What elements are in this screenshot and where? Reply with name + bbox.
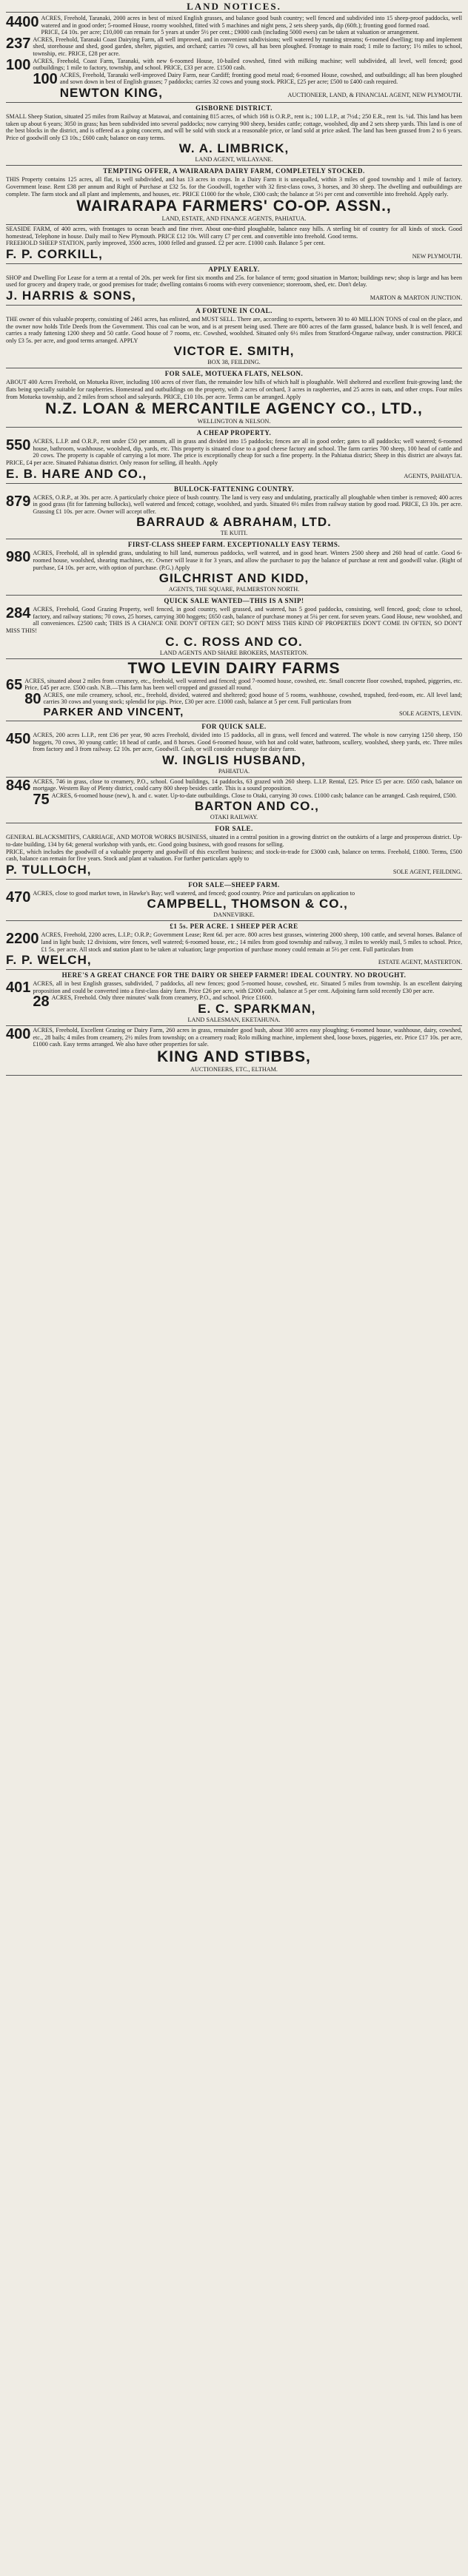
acreage-number: 2200 [6,931,39,948]
ad-paragraph [6,274,462,289]
agent-name: WAIRARAPA FARMERS' CO-OP. ASSN., [76,198,392,215]
ad-title: FIRST-CLASS SHEEP FARM. EXCEPTIONALLY EASY TERMS. [127,541,341,549]
ad-title: FOR SALE, MOTUEKA FLATS, NELSON. [164,370,304,378]
agent-address: LAND AGENT, WILLAYANE. [195,156,273,163]
ad-paragraph [6,176,462,198]
agent-address: AGENTS, PAHIATUA. [404,472,462,479]
ad-text: ACRES, Freehold, all in splendid grass, undulating to hill land, numerous paddocks, well watered, and in good heart. Winters 2500 sheep and 260 head of cattle. Good 6-roomed house, woolshed, shearing machines, etc. Owner will lease it for 3 years, and allow the purchaser to pay the balance of purchase at rent and goodwill value. (Right of purchase, £4 10s. per acre, with option of purchase. (P.G.) Apply [33,550,462,571]
advertisement [6,778,462,824]
acreage-number: 550 [6,437,31,454]
agent-name: E. C. SPARKMAN, [198,1002,316,1016]
acreage-number: 879 [6,493,31,510]
advertisement [6,428,462,483]
advertisement [6,880,462,922]
advertisement [6,368,462,428]
ad-text: PRICE, £4 10s. per acre; £10,000 can remain for 5 years at under 5½ per cent.; £9000 cash (including 5000 ewes) can be taken at valuation or arrangement. [41,29,419,36]
agent-address: LAND SALESMAN, EKETAHUNA. [187,1016,281,1023]
ad-paragraph [6,226,462,240]
advertisement [6,14,462,103]
ad-text: ACRES, Freehold, Coast Farm, Taranaki, with new 6-roomed House, 10-bailed cowshed, fitted with milking machine; well subdivided, all level, well fenced; good outbuildings; 1 mile to factory, township, and school. PRICE, £33 per acre. £1500 cash. [33,57,462,72]
acreage-number: 401 [6,980,31,997]
ad-paragraph [6,732,462,753]
agent-block [6,863,462,877]
agent-block [6,247,462,262]
agent-name: F. P. WELCH, [6,953,92,968]
ad-text: ACRES, one mile creamery, school, etc., freehold, divided, watered and sheltered; good house of 5 rooms, washhouse, cowshed, trapshed, feed-room, etc. All level land; carries 30 cows and young stock; splendid for pigs. Price, £30 per acre. £1000 cash, balance at 5 per cent. Full particulars from [43,691,462,706]
ad-text: PRICE, which includes the goodwill of a valuable property and goodwill of this excellent business; and stock-in-trade for £3000 cash, balance on terms. Freehold, £1800. Terms, £500 cash, balance can remain for five years. Stock and plant at valuation. For further particulars apply to [6,848,462,863]
acreage-number: 237 [6,35,31,52]
ad-text: SHOP and Dwelling For Lease for a term at a rental of 20s. per week for first six months and 25s. for balance of term; good situation in Marton; buildings new; shop is large and has been used for grocery and drapery trade, or good premises for trade; dwelling contains 6 rooms with every convenience; storeroom, shed, etc. Don't delay. [6,274,462,289]
agent-address: LAND, ESTATE, AND FINANCE AGENTS, PAHIATUA. [161,215,307,223]
ad-text: ACRES, Freehold, Taranaki well-improved Dairy Farm, near Cardiff; fronting good metal road; 6-roomed House, cowshed, and outbuildings; all has been ploughed and sown down in best of English grasses; 7 paddocks; carries 32 cows and young stock. PRICE, £25 per acre; £500 to £400 cash required. [59,71,462,86]
acreage-number: 28 [33,994,50,1011]
agent-name: NEWTON KING, [59,85,163,100]
ad-text: THE owner of this valuable property, consisting of 2461 acres, has enlisted, and MUST SELL. There are, according to experts, between 30 to 40 MILLION TONS of coal on the place, and the owner now holds Title Deeds from the Government. This coal can be won, and is at present being used. There are 800 acres of the farm grassed, balance bush. It is well fenced, and carries a ready fattening 1200 sheep and 50 cattle. Good house of 7 rooms, etc. Cowshed, woolshed. Situated only 6½ miles from Stratford-Ongarue railway, under construction. PRICE only £3 5s. per acre, and good terms arranged. APPLY [6,316,462,344]
ad-paragraph [6,113,462,141]
agent-block [6,467,462,482]
ad-text: ACRES, Freehold, Taranaki Coast Dairying Farm, all well improved, and in convenient subdivisions; well watered by running streams; 6-roomed dwelling; trap and implement shed, storehouse and shed, good garden, shelter, pigsties, and orchard; carries 70 cows, all has been ploughed. Frontage to main road; 1 mile to factory; 1½ miles to school, township, etc. PRICE, £28 per acre. [33,36,462,57]
advertisement [6,596,462,658]
advertisement [6,659,462,721]
ad-paragraph [6,834,462,848]
acreage-number: 65 [6,676,23,693]
ad-text: ACRES, Freehold. Only three minutes' walk from creamery, P.O., and school. Price £1600. [51,994,273,1002]
agent-address: DANNEVIRKE. [213,911,255,919]
ad-text: ACRES, Freehold, Good Grazing Property, well fenced, in good country, well grassed, and watered, has 5 good paddocks, consisting, well fenced, good; close to school, factory, and railway stations; 70 cows, 25 horses, carrying 300 hoggets; £650 cash, balance of purchase money at 5¼ per cent. for seven years. Good House, new woolshed, and all conveniences. £2500 cash; THIS IS A CHANCE ONE DON'T OFTEN GET; SO DON'T MISS THIS KIND OF PROPERTIES DON'T COME IN OFTEN, SO DON'T MISS THIS! [6,606,462,634]
ad-paragraph [6,72,462,86]
ad-text: ACRES, close to good market town, in Hawke's Bay; well watered, and fenced; good country. Price and particulars on application to [33,889,355,897]
acreage-number: 400 [6,1026,31,1042]
agent-name: BARTON AND CO., [194,799,319,814]
agent-block [6,953,462,968]
ad-paragraph [6,438,462,466]
ad-paragraph [6,36,462,58]
agent-address: SOLE AGENTS, LEVIN. [398,709,462,717]
ad-title: FOR SALE. [215,825,253,833]
agent-name: VICTOR E. SMITH, [173,344,295,359]
acreage-number: 284 [6,605,31,622]
agent-address: MARTON & MARTON JUNCTION. [370,294,462,302]
ad-title: TEMPTING OFFER, A WAIRARAPA DAIRY FARM, COMPLETELY STOCKED. [103,167,365,175]
ad-paragraph [6,849,462,863]
ad-title: TWO LEVIN DAIRY FARMS [127,659,341,677]
ad-paragraph [6,379,462,400]
agent-address: BOX 38, FEILDING. [207,359,261,366]
ad-title: HERE'S A GREAT CHANCE FOR THE DAIRY OR SHEEP FARMER! IDEAL COUNTRY. NO DROUGHT. [61,971,407,980]
agent-address: AGENTS, THE SQUARE, PALMERSTON NORTH. [168,586,300,593]
agent-address: TE KUITI. [220,530,248,537]
agent-address: LAND AGENTS AND SHARE BROKERS, MASTERTON. [159,649,309,656]
agent-block [6,289,462,303]
ad-paragraph [6,692,462,706]
agent-name: PARKER AND VINCENT, [43,705,184,718]
agent-name: W. A. LIMBRICK, [178,141,290,156]
ad-title: A CHEAP PROPERTY. [196,429,272,437]
ad-paragraph [6,931,462,953]
acreage-number: 100 [6,56,31,73]
advertisement [6,721,462,778]
ad-title: £1 5s. PER ACRE. 1 SHEEP PER ACRE [170,923,298,931]
agent-address: AUCTIONEERS, ETC., ELTHAM. [190,1065,278,1073]
ad-text: THIS Property contains 125 acres, all flat, is well subdivided, and has 13 acres in crops. In a Dairy Farm it is unequalled, within 3 miles of good township and 1 mile of factory. Government lease. Rent £38 per annum and Right of Purchase at £32 5s. for the Goodwill, together with 32 first-class cows, 3 horses, and 30 sheep. The dwelling and outbuildings are complete. The farm stock and all plant and implements, and houses, etc. PRICE £1000 for the whole, £300 cash; the balance at 5½ per cent and convertible into freehold. Apply early. [6,176,462,198]
ad-paragraph [6,1027,462,1048]
ad-text: ACRES, L.I.P. and O.R.P., rent under £50 per annum, all in grass and divided into 15 paddocks; fences are all in good order; gates to all paddocks; well watered; 6-roomed house, bathroom, washhouse, woolshed, dip, yards, etc. This property is situated close to a good cheese factory and school. The farm carries 700 sheep, 100 head of cattle and 20 cows. The property is capable of carrying a lot more. The price is exceptionally cheap for such a fine property. In the Pahiatua district; Sheep in this district are always fat. PRICE, £4 per acre. Situated Pahiatua district. Only reason for selling, ill health. Apply [6,438,462,466]
ad-text: GENERAL BLACKSMITH'S, CARRIAGE, AND MOTOR WORKS BUSINESS, situated in a central position in a growing district on the outskirts of a large and prosperous district. Up-to-date building, 134 by 64; general workshop with yards, etc. Good going business, with good reasons for selling. [6,834,462,849]
ad-paragraph [6,980,462,997]
ad-paragraph [6,316,462,344]
agent-address: NEW PLYMOUTH. [412,252,462,260]
section-header: LAND NOTICES. [6,1,462,13]
advertisement [6,484,462,540]
ad-paragraph [6,678,462,692]
agent-address: AUCTIONEER, LAND, & FINANCIAL AGENT, NEW PLYMOUTH. [287,91,462,98]
advertisement [6,166,462,225]
agent-name: E. B. HARE AND CO., [6,466,147,481]
ad-text: ACRES, situated about 2 miles from creamery, etc., freehold, well watered and fenced; good 7-roomed house, cowshed, etc. Small concrete floor cowshed, trapshed, piggeries, etc. Price, £45 per acre. £500 cash. N.B.—This farm has been well cropped and grassed all round. [24,677,462,692]
ad-text: SMALL Sheep Station, situated 25 miles from Railway at Matawai, and containing 815 acres, of which 168 is O.R.P., rent is.; 100 L.I.P., at 7½d.; 250 E.R., rent 1s. ¼d. This land has been taken up about 6 years; 3050 in grass; has been subdivided into several paddocks; now carrying 900 sheep, besides cattle; cottage, woolshed, dip and 2 sets sheep yards. This land is one of the best blocks in the district, and is offered as a going concern, and will be sold with stock at a reasonable price, or land sold at price asked. The land has been grassed from 2 to 6 years. Price of goodwill only £3 10s.; £600 cash; balance on easy terms. [6,112,462,141]
agent-name: CAMPBELL, THOMSON & CO., [147,897,348,911]
acreage-number: 980 [6,549,31,566]
acreage-number: 4400 [6,14,39,30]
agent-name: KING AND STIBBS, [157,1048,311,1065]
acreage-number: 100 [33,70,58,87]
acreage-number: 75 [33,791,50,808]
agent-name: C. C. ROSS AND CO. [165,634,303,649]
advertisement [6,225,462,264]
agent-address: OTAKI RAILWAY. [210,814,258,821]
advertisement [6,921,462,970]
ad-title: BULLOCK-FATTENING COUNTRY. [173,485,295,493]
ad-paragraph [6,58,462,72]
ad-text: ACRES, Freehold, Excellent Grazing or Dairy Farm, 260 acres in grass, remainder good bush, about 300 acres easy ploughing; 6-roomed house, washhouse, dairy, cowshed, etc., 28 bails; 4 miles from creamery, 2½ miles from township; on a creamery road; Rolo milking machine, implement shed, loose boxes, piggeries, etc. Price £17 10s. per acre, £1000 cash. Easy terms arranged. We also have other properties for sale. [33,1027,462,1048]
advertisement [6,1026,462,1076]
agent-address: PAHIATUA. [218,767,250,775]
ad-title: GISBORNE DISTRICT. [195,104,273,112]
advertisement [6,306,462,368]
advertisement [6,539,462,596]
acreage-number: 470 [6,889,31,906]
advertisement [6,970,462,1026]
agent-name: N.Z. LOAN & MERCANTILE AGENCY CO., LTD., [45,400,423,418]
ad-title: APPLY EARLY. [208,265,260,273]
acreage-number: 450 [6,730,31,747]
acreage-number: 80 [24,690,41,707]
ad-title: QUICK SALE WANTED—THIS IS A SNIP! [164,597,304,605]
agent-name: F. P. CORKILL, [6,246,103,261]
ad-paragraph [6,606,462,634]
ad-text: ABOUT 400 Acres Freehold, on Motueka River, including 100 acres of river flats, the remainder low hills of which half is ploughable. Well sheltered and excellent fruit-growing land; the flats being specially suitable for raspberries. Homestead and outbuildings on the property, with 2 acres of orchard, 3 acres in raspberries, and 25 acres in oats, and other crops. Four miles from Motueka township, and 2 miles from school and saleyards. PRICE, £10 10s. per acre. Terms can be arranged. Apply [6,379,462,400]
acreage-number: 846 [6,777,31,794]
ad-text: FREEHOLD SHEEP STATION, partly improved, 3500 acres, 1000 felled and grassed. £2 per acre. £1000 cash. Balance 5 per cent. [6,240,326,247]
ad-text: ACRES, all in best English grasses, subdivided, 7 paddocks, all new fences; good 5-roomed house, cowshed, etc. Situated 5 miles from township. Is an excellent dairying proposition and could be converted into a first-class dairy farm. Price £26 per acre, with £2000 cash, balance at 5 per cent. Adjoining farm sold recently £30 per acre. [33,980,462,994]
ad-paragraph [6,550,462,571]
agent-address: ESTATE AGENT, MASTERTON. [378,959,462,966]
ad-title: FOR SALE—SHEEP FARM. [188,880,280,889]
ad-text: ACRES, O.R.P., at 30s. per acre. A particularly choice piece of bush country. The land is very easy and undulating, practically all ploughable when timber is removed; 400 acres in good grass (fit for fattening bullocks), well watered and fenced; cottage, woolshed, and yards. Situated 6½ miles from railway station by good road. PRICE, £3 10s. per acre. Grassing £1 10s. per acre. Owner will accept offer. [33,493,462,515]
ad-paragraph [6,494,462,516]
agent-block [60,86,462,101]
ad-paragraph [6,29,462,36]
agent-block [44,706,463,719]
ad-text: ACRES, 6-roomed house (new), h. and c. water. Up-to-date outbuildings. Close to Otaki, carrying 30 cows. £1000 cash; balance can be arranged. Cash required, £500. [51,792,457,799]
ad-paragraph [6,240,462,247]
agent-name: P. TULLOCH, [6,862,92,877]
agent-address: WELLINGTON & NELSON. [197,418,271,425]
ad-text: ACRES, 200 acres L.I.P., rent £36 per year, 90 acres Freehold, divided into 15 paddocks, all in grass, well fenced and watered. The whole is now carrying 1250 sheep, 150 hoggets, 70 cows, 30 young cattle; 18 head of cattle, and 8 horses. Good 6-roomed house, with hot and cold water, bathroom, scullery, woolshed, sheep yards, etc. Three miles from factory and 3 from railway. £2 10s. per acre, Goodwill. Cash, or will consider exchange for dairy farm. [33,731,462,753]
agent-name: BARRAUD & ABRAHAM, LTD. [136,515,332,530]
ads-column [6,14,462,1076]
agent-name: W. INGLIS HUSBAND, [162,752,306,767]
advertisement [6,103,462,166]
ad-title: A FORTUNE IN COAL. [195,307,273,315]
ad-paragraph [6,15,462,29]
ad-text: SEASIDE FARM, of 400 acres, with frontages to ocean beach and fine river. About one-third ploughable, balance easy hills. A sterling bit of country for all kinds of stock. Good homestead, Telephone in house. Daily mail to New Plymouth. PRICE £12 10s. Will carry £7 per cent. and convertible into freehold. Good terms. [6,226,462,240]
agent-address: SOLE AGENT, FEILDING. [392,868,462,875]
agent-name: GILCHRIST AND KIDD, [158,571,310,586]
ad-text: ACRES, 746 in grass, close to creamery, P.O., school. Good buildings, 14 paddocks, 63 grazed with 260 sheep. L.I.P. Rental, £25. Price £5 per acre. £650 cash, balance on mortgage. Western Bay of Plenty district, could carry 800 sheep besides cattle. This is a sound proposition. [33,778,462,792]
ad-text: ACRES, Freehold, Taranaki, 2000 acres in best of mixed English grasses, and balance good bush country; well fenced and subdivided into 15 sheep-proof paddocks, well watered and in good order; 5-roomed House, roomy woolshed, fitted with 5 machines and night pens, 2 sets sheep yards, dip (60ft.); fronting good formed road. [41,15,462,29]
advertisement [6,264,462,306]
ad-text: ACRES, Freehold, 2200 acres, L.I.P.; O.R.P.; Government Lease; Rent 6d. per acre. 800 acres best grasses, wintering 2000 sheep, 100 cattle, and several horses. Balance of land in light bush; 12 divisions, wire fences, well watered; 6-roomed house, etc.; 14 miles from good township and railway, 3 miles to weekly mail, 5 miles to school. Price, £1 5s. per acre. All stock and station plant to be taken at valuation; large proportion of purchase money could remain at 5½ per cent. Full particulars from [41,931,462,953]
ad-paragraph [6,778,462,792]
agent-name: J. HARRIS & SONS, [6,289,136,303]
ad-title: FOR QUICK SALE. [201,722,267,730]
advertisement [6,823,462,879]
